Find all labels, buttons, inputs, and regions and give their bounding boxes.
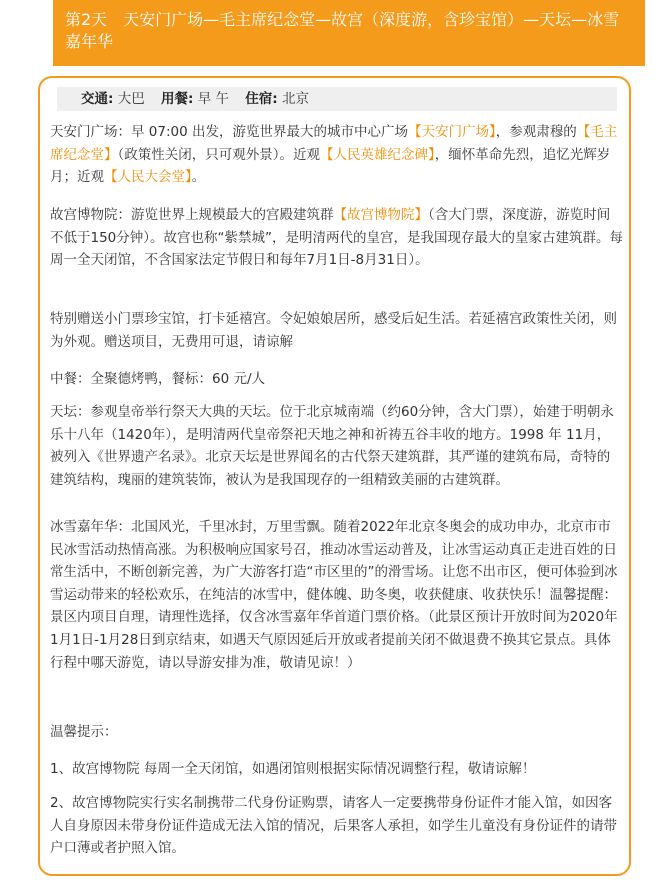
transport-label: 交通: <box>81 91 114 107</box>
tip-1: 1、故宫博物院 每周一全天闭馆，如遇闭馆则根据实际情况调整行程，敬请谅解！ <box>50 761 536 777</box>
paragraph-lunch: 中餐：全聚德烤鸭，餐标：60 元/人 <box>50 371 266 387</box>
highlight-great-hall: 【人民大会堂】 <box>104 169 192 186</box>
paragraph-ice-carnival: 冰雪嘉年华：北国风光，千里冰封，万里雪飘。随着2022年北京冬奥会的成功申办，北京市市民冰雪活动热情高涨。为积极响应国家号召，推动冰雪运动普及，让冰雪运动真正走进百姓的日常生活中，不断创新完善，为广大游客打造“市区里的”的滑雪场。让您不出市区，便可体验到冰雪运动带来的轻松欢乐，在纯洁的冰雪中，健体魄、助冬奥，收获健康、收获快乐！温馨提醒：景区内项目自理，请理性选择，仅含冰雪嘉年华首道门票价格。（此景区预计开放时间为2020年1月1日-1月28日到京结束，如遇天气原因延后开放或者提前关闭不做退费不换其它景点。具体行程中哪天游览，请以导游安排为准，敬请见谅！） <box>50 519 618 671</box>
itinerary-card <box>38 76 631 876</box>
day-title: 第2天 天安门广场—毛主席纪念堂—故宫（深度游，含珍宝馆）—天坛—冰雪嘉年华 <box>65 10 620 51</box>
paragraph-tiananmen: 天安门广场：早 07:00 出发，游览世界最大的城市中心广场【天安门广场】，参观肃穆的【毛主席纪念堂】（政策性关闭，只可观外景）。近观【人民英雄纪念碑】，缅怀革命先烈，追忆光辉岁月；近观【人民大会堂】。 <box>50 124 618 186</box>
highlight-mausoleum: 【毛主席纪念堂】 <box>50 124 618 163</box>
highlight-monument: 【人民英雄纪念碑】 <box>320 146 435 163</box>
tips-heading: 温馨提示： <box>50 724 118 740</box>
highlight-tiananmen-square: 【天安门广场】 <box>408 124 496 140</box>
paragraph-treasure-hall: 特别赠送小门票珍宝馆，打卡延禧宫。令妃娘娘居所，感受后妃生活。若延禧宫政策性关闭，则为外观。赠送项目，无费用可退，请谅解 <box>50 311 617 350</box>
paragraph-forbidden-city: 故宫博物院：游览世界上规模最大的宫殿建筑群【故宫博物院】（含大门票，深度游，游览时间不低于150分钟）。故宫也称“紫禁城”，是明清两代的皇宫，是我国现存最大的皇家古建筑群。每周一全天闭馆，不含国家法定节假日和每年7月1日-8月31日）。 <box>50 207 624 269</box>
transport-value: 大巴 <box>117 91 145 107</box>
day-header <box>53 0 645 66</box>
stay-label: 住宿: <box>245 91 278 107</box>
meal-value: 早 午 <box>197 91 229 107</box>
info-bar <box>57 87 617 111</box>
highlight-palace-museum: 【故宫博物院】 <box>333 207 428 223</box>
stay-value: 北京 <box>282 91 309 107</box>
meal-label: 用餐: <box>161 91 194 107</box>
tip-2: 2、故宫博物院实行实名制携带二代身份证购票，请客人一定要携带身份证件才能入馆，如因客人自身原因未带身份证件造成无法入馆的情况，后果客人承担，如学生儿童没有身份证件的请带户口薄或者护照入馆。 <box>50 795 617 857</box>
paragraph-temple-of-heaven: 天坛：参观皇帝举行祭天大典的天坛。位于北京城南端（约60分钟，含大门票），始建于明朝永乐十八年（1420年），是明清两代皇帝祭祀天地之神和祈祷五谷丰收的地方。1998 年 11月，被列入《世界遗产名录》。北京天坛是世界闻名的古代祭天建筑群，其严谨的建筑布局，奇特的建筑结构，瑰丽的建筑装饰，被认为是我国现存的一组精致美丽的古建筑群。 <box>50 404 614 488</box>
